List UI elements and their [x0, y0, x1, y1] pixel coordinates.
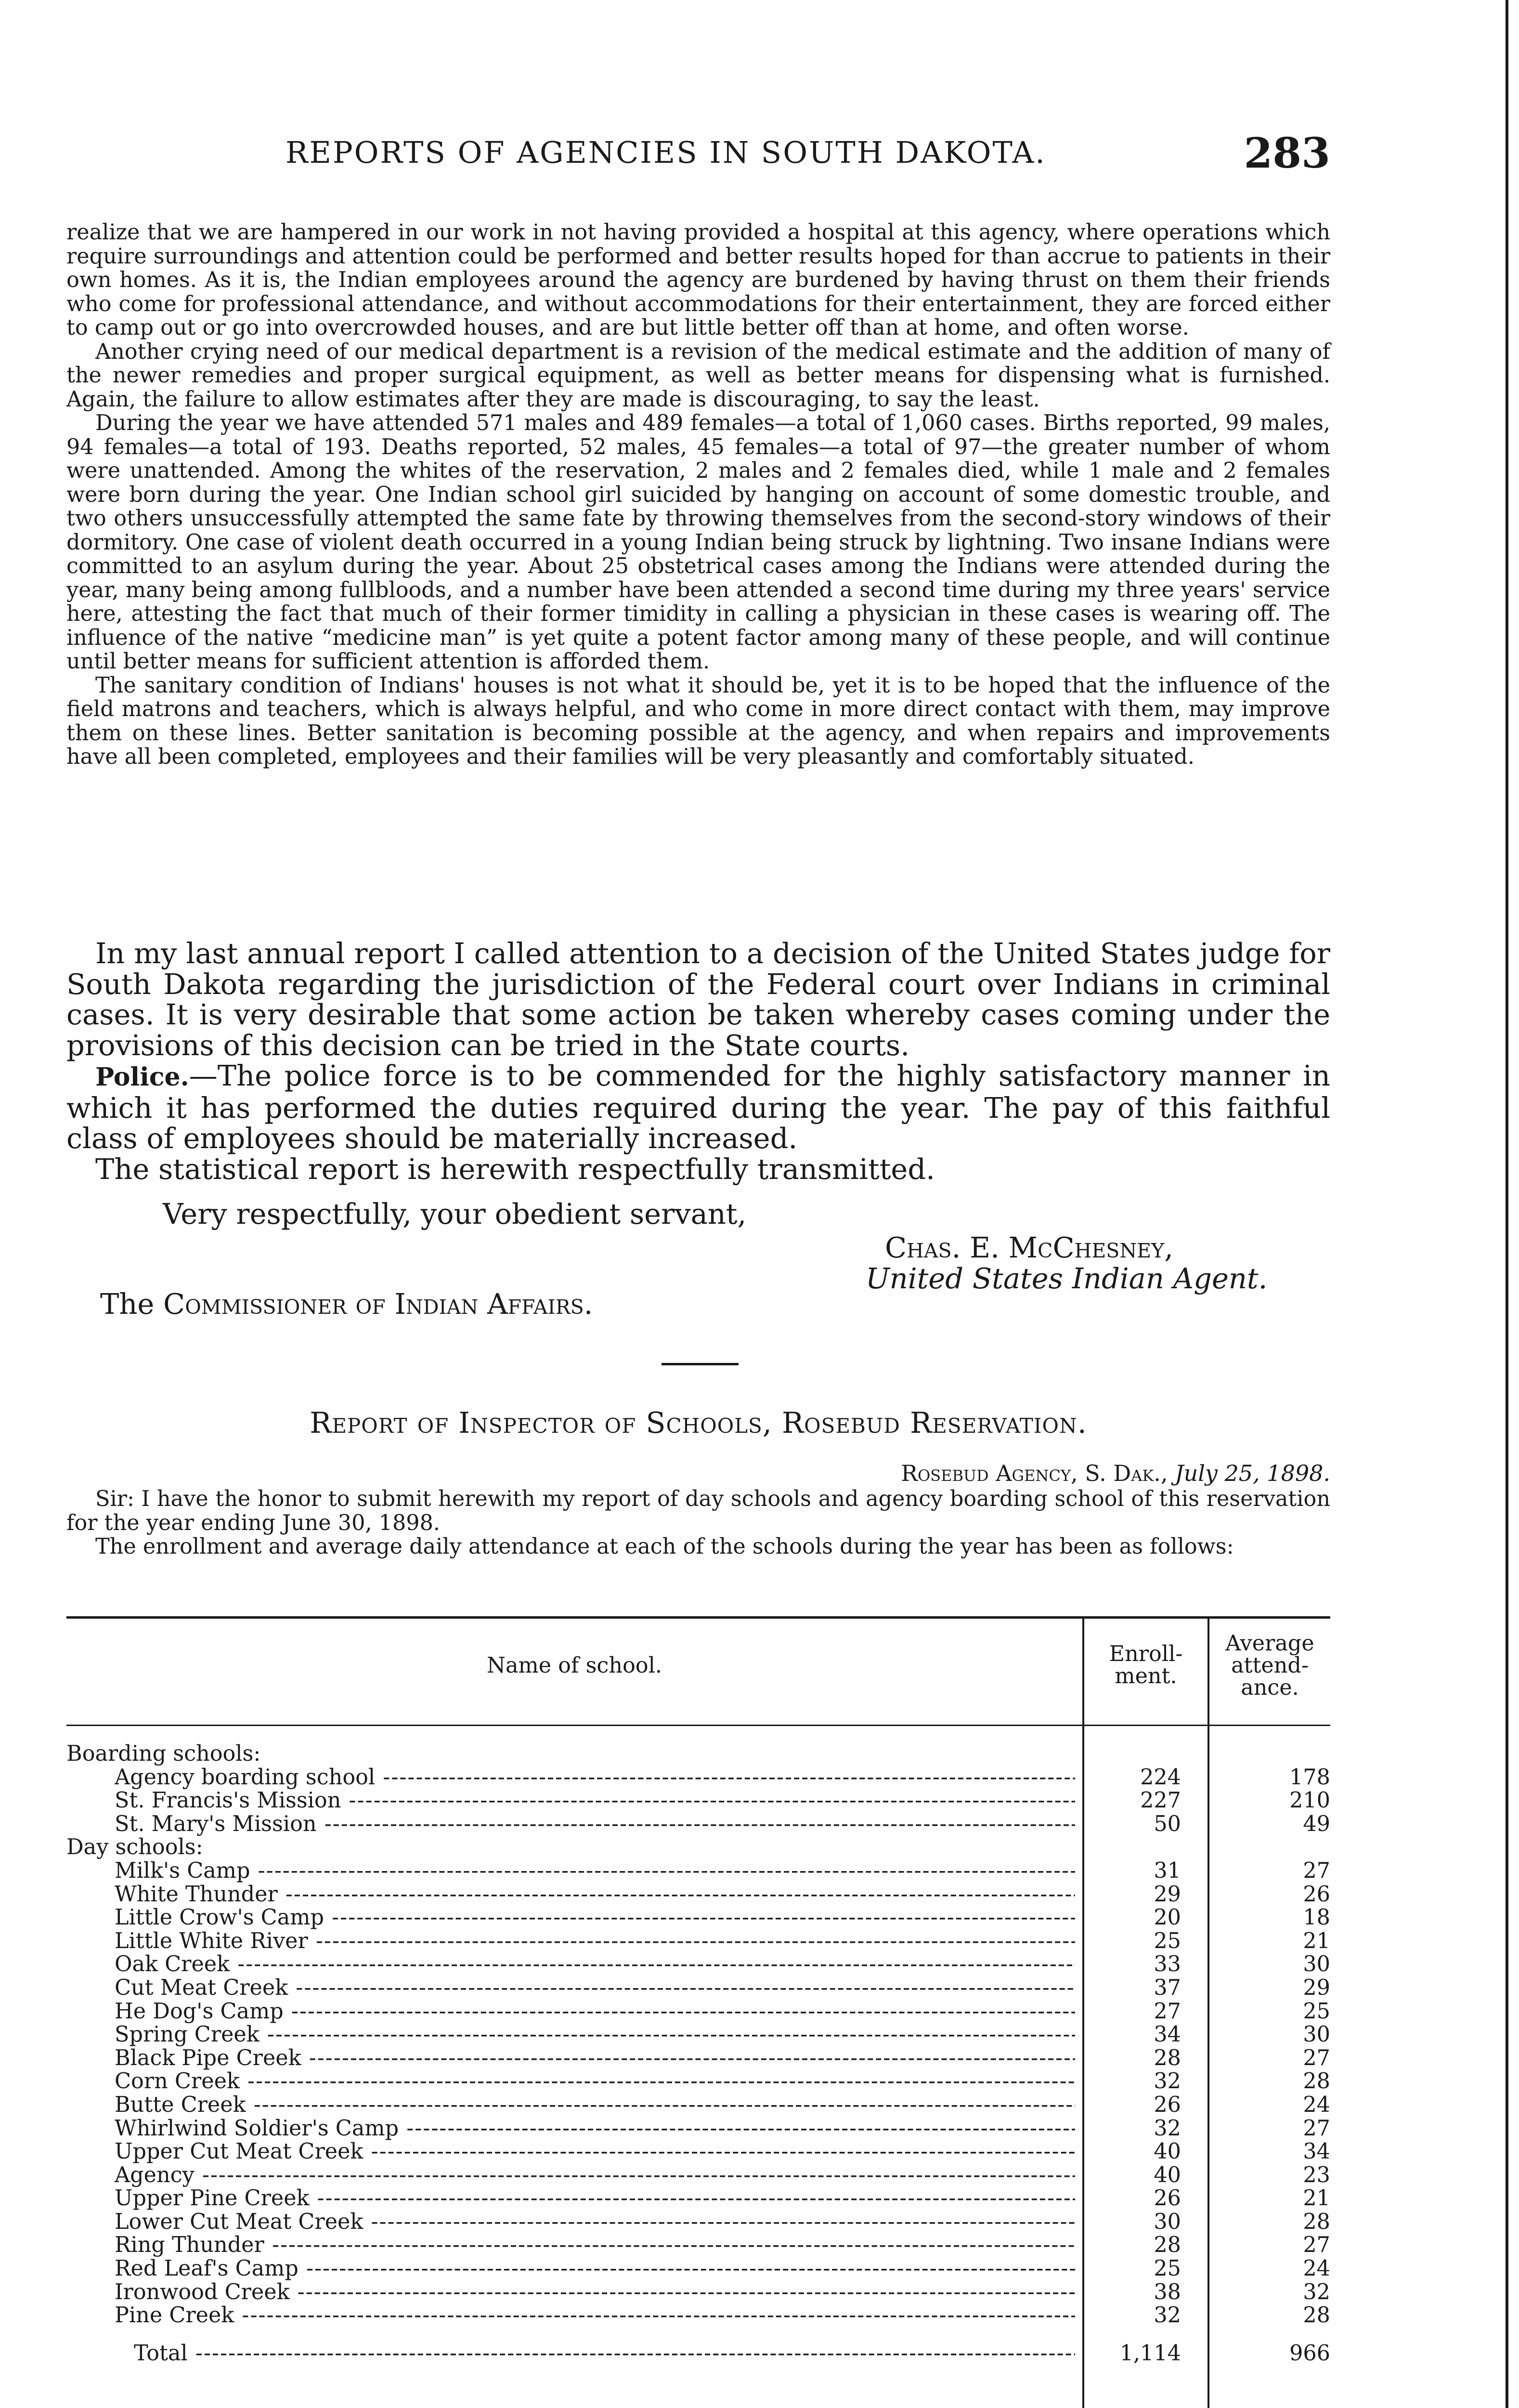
table-total-row [66, 2342, 1330, 2366]
attendance-value: 34 [1303, 2139, 1330, 2164]
attendance-value: 30 [1303, 2022, 1330, 2047]
table-row [66, 2187, 1330, 2211]
enrollment-value: 38 [1154, 2279, 1181, 2304]
school-name: Upper Pine Creek ----- [66, 2187, 1075, 2211]
total-attendance: 966 [1289, 2341, 1330, 2366]
total-enrollment: 1,114 [1119, 2341, 1181, 2366]
enrollment-value: 227 [1140, 1788, 1181, 1813]
school-name: Pine Creek ----- [66, 2304, 1075, 2328]
school-name: White Thunder ----- [66, 1883, 1075, 1907]
table-top-rule [66, 1616, 1330, 1619]
table-row [66, 1976, 1330, 2000]
attendance-value: 24 [1303, 2256, 1330, 2281]
enrollment-value: 31 [1154, 1858, 1181, 1883]
paragraph: During the year we have attended 571 males and 489 females—a total of 1,060 cases. Births reported, 99 males, 94 females—a total of 193. Deaths reported, 52 males, 45 females—a total of 97—the greater number of whom were unattended. Among the whites of the reservation, 2 males and 2 females died, while 1 male and 2 females were born during the year. One Indian school girl suicided by hanging on account of some domestic trouble, and two others unsuccessfully attempted the same fate by throwing themselves from the second-story windows of their dormitory. One case of violent death occurred in a young Indian being struck by lightning. Two insane Indians were committed to an asylum during the year. About 25 obstetrical cases among the Indians were attended during the year, many being among fullbloods, and a number have been attended a second time during my three years' service here, attesting the fact that much of their former timidity in calling a physician in these cases is wearing off. The influence of the native “medicine man” is yet quite a potent factor among many of these people, and will continue until better means for sufficient attention is afforded them. [66, 411, 1330, 674]
school-name: Upper Cut Meat Creek ----- [66, 2140, 1075, 2164]
paragraph: Another crying need of our medical department is a revision of the medical estimate and the addition of many of the newer remedies and proper surgical equipment, as well as better means for dispensing what is furnished. Again, the failure to allow estimates after they are made is discouraging, to say the least. [66, 339, 1330, 412]
attendance-value: 21 [1303, 1928, 1330, 1953]
enrollment-value: 32 [1154, 2303, 1181, 2328]
attendance-value: 27 [1303, 2045, 1330, 2070]
enrollment-value: 37 [1154, 1975, 1181, 2000]
table-row [66, 2281, 1330, 2304]
medical-report-section [66, 221, 1330, 769]
table-row [66, 1883, 1330, 1907]
signature-name: Chas. E. McChesney, [885, 1231, 1174, 1264]
school-name: Little Crow's Camp ----- [66, 1906, 1075, 1930]
enrollment-value: 26 [1154, 2186, 1181, 2211]
header-attendance-line1: Average [1225, 1631, 1314, 1656]
school-name: Corn Creek ----- [66, 2070, 1075, 2094]
school-name: St. Francis's Mission ----- [66, 1789, 1075, 1813]
attendance-value: 26 [1303, 1882, 1330, 1907]
police-text: —The police force is to be commended for the highly satisfactory manner in which it has performed the duties required during the year. The pay of this faithful class of employees should be materially increased. [66, 1059, 1330, 1155]
table-row [66, 2117, 1330, 2141]
attendance-value: 27 [1303, 1858, 1330, 1883]
table-row [66, 1930, 1330, 1953]
table-row [66, 2211, 1330, 2234]
closing-line: Very respectfully, your obedient servant, [163, 1197, 747, 1230]
enrollment-value: 25 [1154, 1928, 1181, 1953]
attendance-value: 27 [1303, 2233, 1330, 2258]
report-intro [66, 1487, 1330, 1559]
table-row [66, 1906, 1330, 1930]
report-title: Report of Inspector of Schools, Rosebud Reservation. [310, 1406, 1087, 1440]
dateline [901, 1460, 1330, 1486]
total-label: Total ----- [66, 2342, 1075, 2366]
enrollment-value: 29 [1154, 1882, 1181, 1907]
table-row [66, 1813, 1330, 1836]
header-attendance-line3: ance. [1241, 1675, 1299, 1700]
enrollment-value: 34 [1154, 2022, 1181, 2047]
section-label: Boarding schools: [66, 1742, 261, 1766]
attendance-value: 30 [1303, 1952, 1330, 1977]
school-name: Ironwood Creek ----- [66, 2281, 1075, 2304]
agent-conclusion-section [66, 938, 1330, 1184]
school-name: Agency ----- [66, 2164, 1075, 2187]
attendance-value: 28 [1303, 2209, 1330, 2234]
statistical-line: The statistical report is herewith respectfully transmitted. [95, 1152, 935, 1186]
school-name: He Dog's Camp ----- [66, 2000, 1075, 2024]
table-row [66, 2047, 1330, 2070]
paragraph: The sanitary condition of Indians' houses is not what it should be, yet it is to be hoped that the influence of the field matrons and teachers, which is always helpful, and who come in more direct contact with them, may improve them on these lines. Better sanitation is becoming possible at the agency, and when repairs and improvements have all been completed, employees and their families will be very pleasantly and comfortably situated. [66, 673, 1330, 769]
signature-title: United States Indian Agent. [866, 1262, 1268, 1295]
table-section-row [66, 1836, 1330, 1859]
school-name: Little White River ----- [66, 1930, 1075, 1953]
table-row [66, 1789, 1330, 1813]
table-row [66, 2304, 1330, 2328]
schools-table [66, 1616, 1330, 2408]
header-attendance-line2: attend- [1231, 1653, 1309, 1678]
attendance-value: 32 [1303, 2279, 1330, 2304]
enrollment-value: 50 [1154, 1811, 1181, 1836]
section-divider [662, 1363, 739, 1365]
school-name: Ring Thunder ----- [66, 2234, 1075, 2257]
enrollment-value: 32 [1154, 2069, 1181, 2094]
page-border-line [1506, 0, 1508, 2408]
attendance-value: 210 [1289, 1788, 1330, 1813]
table-row [66, 2257, 1330, 2281]
enrollment-value: 27 [1154, 1999, 1181, 2024]
school-name: Black Pipe Creek ----- [66, 2047, 1075, 2070]
table-row [66, 2164, 1330, 2187]
addressee-office: Commissioner of Indian Affairs. [163, 1287, 593, 1321]
header-attendance [1209, 1633, 1330, 1699]
table-row [66, 1859, 1330, 1883]
section-label: Day schools: [66, 1836, 203, 1859]
school-name: Oak Creek ----- [66, 1953, 1075, 1976]
attendance-value: 29 [1303, 1975, 1330, 2000]
table-header-rule [66, 1725, 1330, 1726]
enrollment-value: 224 [1140, 1765, 1181, 1790]
school-name: Milk's Camp ----- [66, 1859, 1075, 1883]
enrollment-value: 33 [1154, 1952, 1181, 1977]
table-body [66, 1742, 1330, 2365]
intro-paragraph: The enrollment and average daily attendance at each of the schools during the year has been as follows: [95, 1534, 1234, 1559]
attendance-value: 27 [1303, 2116, 1330, 2141]
table-section-row [66, 1742, 1330, 1766]
intro-paragraph: Sir: I have the honor to submit herewith my report of day schools and agency boarding school of this reservation for the year ending June 30, 1898. [66, 1487, 1330, 1535]
enrollment-value: 20 [1154, 1905, 1181, 1930]
table-row [66, 2000, 1330, 2024]
running-head [66, 129, 1330, 182]
table-row [66, 2094, 1330, 2117]
dateline-date: July 25, 1898. [1175, 1460, 1330, 1486]
attendance-value: 25 [1303, 1999, 1330, 2024]
enrollment-value: 28 [1154, 2045, 1181, 2070]
table-row [66, 2023, 1330, 2047]
attendance-value: 23 [1303, 2162, 1330, 2187]
header-enrollment-line1: Enroll- [1109, 1642, 1183, 1666]
school-name: Spring Creek ----- [66, 2023, 1075, 2047]
addressee [100, 1287, 593, 1321]
court-paragraph: In my last annual report I called attention to a decision of the United States judge for South Dakota regarding the jurisdiction of the Federal court over Indians in criminal cases. It is very desirable that some action be taken whereby cases coming under the provisions of this decision can be tried in the State courts. [66, 937, 1330, 1062]
enrollment-value: 40 [1154, 2139, 1181, 2164]
header-enrollment [1084, 1643, 1207, 1688]
dateline-place: Rosebud Agency, S. Dak., [901, 1460, 1168, 1486]
attendance-value: 49 [1303, 1811, 1330, 1836]
school-name: Cut Meat Creek ----- [66, 1976, 1075, 2000]
police-run-in: Police. [95, 1062, 189, 1092]
school-name: Agency boarding school ----- [66, 1766, 1075, 1790]
enrollment-value: 40 [1154, 2162, 1181, 2187]
school-name: Butte Creek ----- [66, 2094, 1075, 2117]
enrollment-value: 26 [1154, 2092, 1181, 2117]
page-number: 283 [1244, 129, 1330, 178]
table-row [66, 1766, 1330, 1790]
school-name: Whirlwind Soldier's Camp ----- [66, 2117, 1075, 2141]
enrollment-value: 30 [1154, 2209, 1181, 2234]
enrollment-value: 32 [1154, 2116, 1181, 2141]
school-name: Lower Cut Meat Creek ----- [66, 2211, 1075, 2234]
attendance-value: 178 [1289, 1765, 1330, 1790]
table-row [66, 2234, 1330, 2257]
attendance-value: 28 [1303, 2069, 1330, 2094]
paragraph: realize that we are hampered in our work in not having provided a hospital at this agency, where operations which require surroundings and attention could be performed and better results hoped for than accrue to patients in their own homes. As it is, the Indian employees around the agency are burdened by having thrust on them their friends who come for professional attendance, and without accommodations for their entertainment, they are forced either to camp out or go into overcrowded houses, and are but little better off than at home, and often worse. [66, 220, 1330, 340]
table-row [66, 1953, 1330, 1976]
header-enrollment-line2: ment. [1115, 1664, 1177, 1688]
school-name: St. Mary's Mission ----- [66, 1813, 1075, 1836]
attendance-value: 21 [1303, 2186, 1330, 2211]
school-name: Red Leaf's Camp ----- [66, 2257, 1075, 2281]
table-row [66, 2140, 1330, 2164]
attendance-value: 18 [1303, 1905, 1330, 1930]
police-paragraph [66, 1060, 1330, 1154]
attendance-value: 28 [1303, 2303, 1330, 2328]
header-school-name: Name of school. [487, 1653, 662, 1678]
attendance-value: 24 [1303, 2092, 1330, 2117]
table-row [66, 2070, 1330, 2094]
enrollment-value: 28 [1154, 2233, 1181, 2258]
running-title: REPORTS OF AGENCIES IN SOUTH DAKOTA. [286, 135, 1046, 170]
enrollment-value: 25 [1154, 2256, 1181, 2281]
addressee-the: The [100, 1287, 155, 1321]
